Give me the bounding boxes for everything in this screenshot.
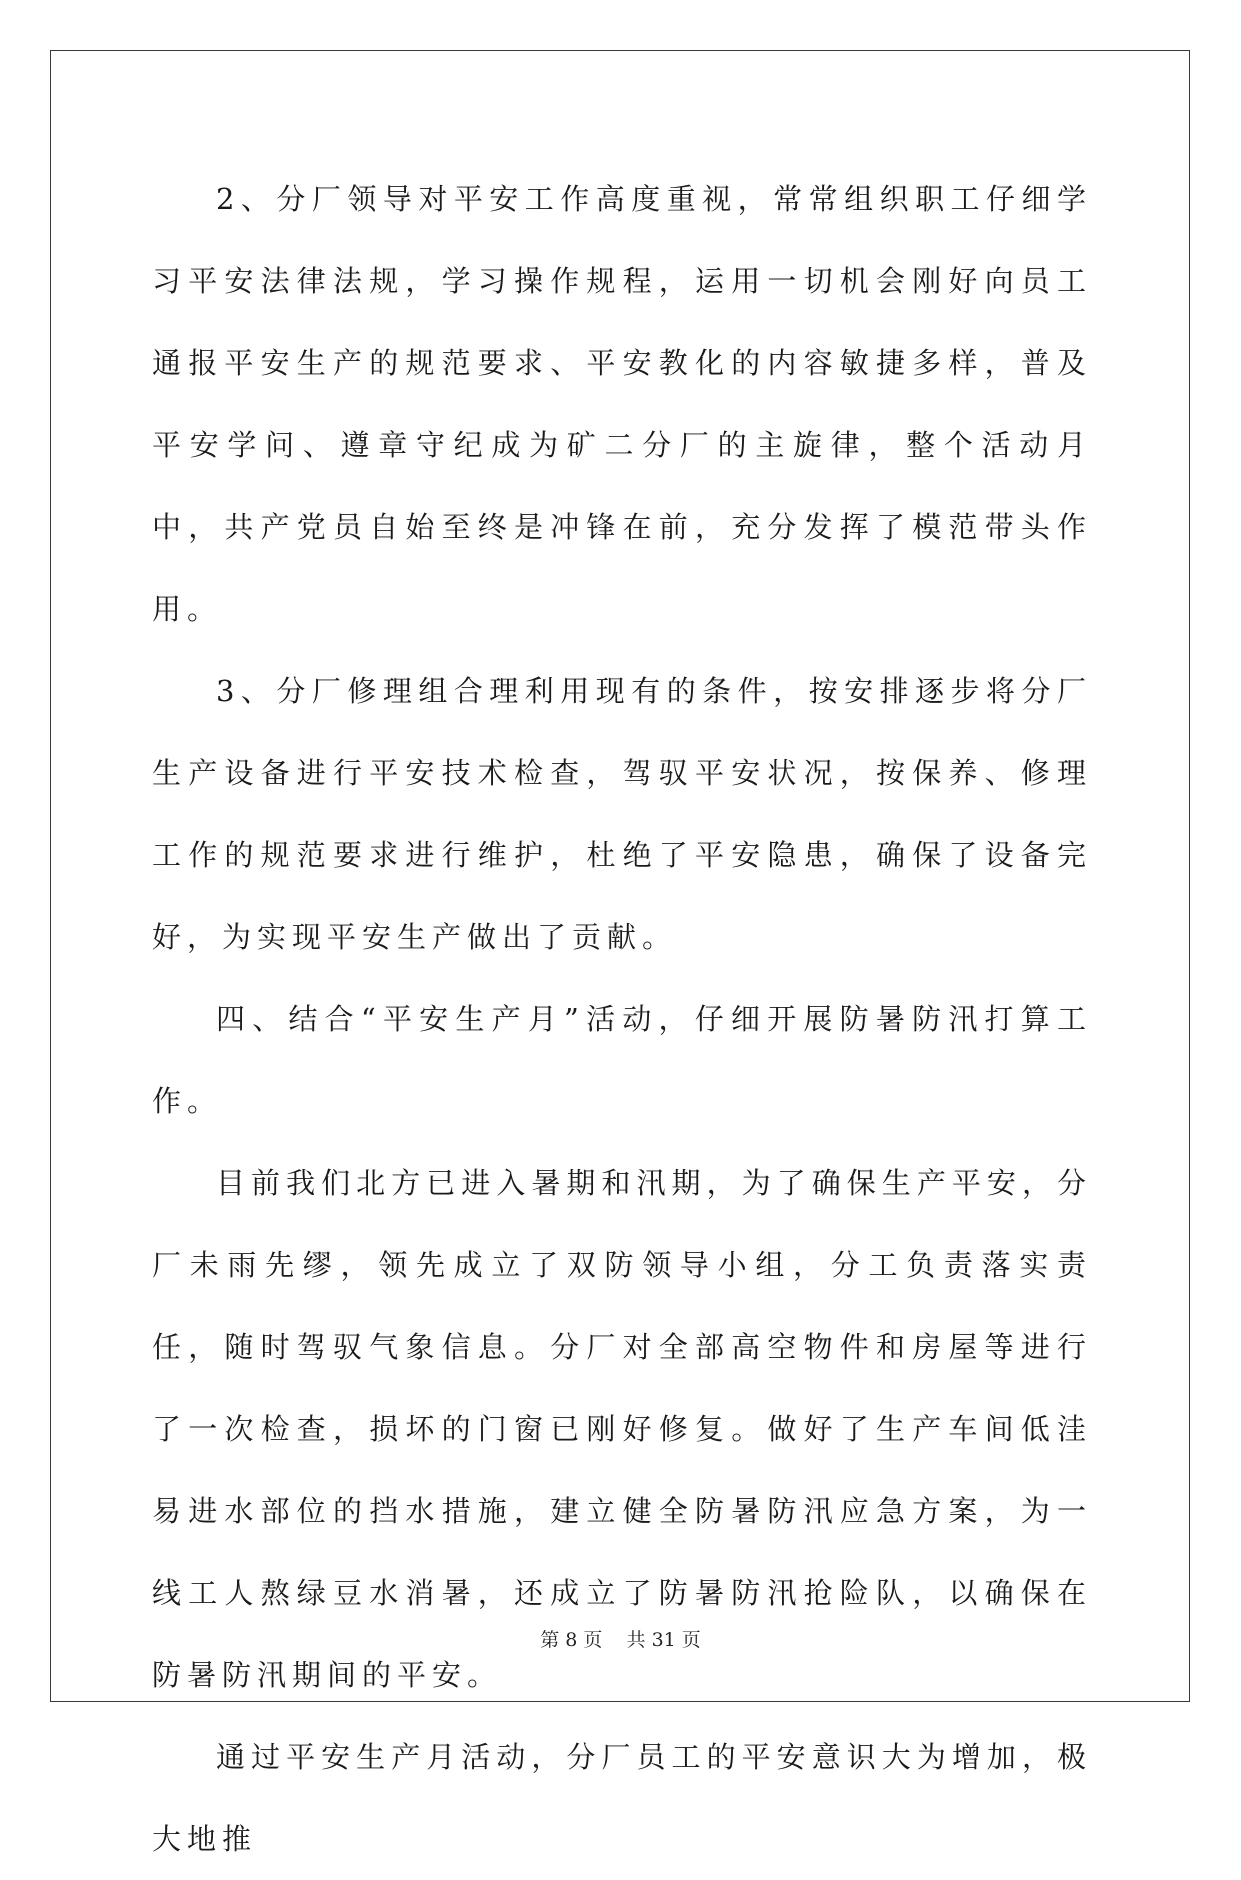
section-heading-4: 四、结合“平安生产月”活动，仔细开展防暑防汛打算工作。 xyxy=(152,1002,1092,1118)
document-body xyxy=(152,158,1092,1880)
page-number: 第 8 页 xyxy=(540,1629,603,1651)
paragraph-2: 2、分厂领导对平安工作高度重视，常常组织职工仔细学习平安法律法规，学习操作规程，运用一切机会刚好向员工通报平安生产的规范要求、平安教化的内容敏捷多样，普及平安学问、遵章守纪成为矿二分厂的主旋律，整个活动月中，共产党员自始至终是冲锋在前，充分发挥了模范带头作用。 xyxy=(152,182,1092,626)
paragraph-summer-flood: 目前我们北方已进入暑期和汛期，为了确保生产平安，分厂未雨先缪，领先成立了双防领导小组，分工负责落实责任，随时驾驭气象信息。分厂对全部高空物件和房屋等进行了一次检查，损坏的门窗已刚好修复。做好了生产车间低洼易进水部位的挡水措施，建立健全防暑防汛应急方案，为一线工人熬绿豆水消暑，还成立了防暑防汛抢险队，以确保在防暑防汛期间的平安。 xyxy=(152,1166,1092,1692)
paragraph-3: 3、分厂修理组合理利用现有的条件，按安排逐步将分厂生产设备进行平安技术检查，驾驭平安状况，按保养、修理工作的规范要求进行维护，杜绝了平安隐患，确保了设备完好，为实现平安生产做出了贡献。 xyxy=(152,674,1092,954)
paragraph-conclusion: 通过平安生产月活动，分厂员工的平安意识大为增加，极大地推 xyxy=(152,1740,1092,1856)
page-total: 共 31 页 xyxy=(626,1629,701,1651)
page-footer xyxy=(0,1625,1241,1652)
